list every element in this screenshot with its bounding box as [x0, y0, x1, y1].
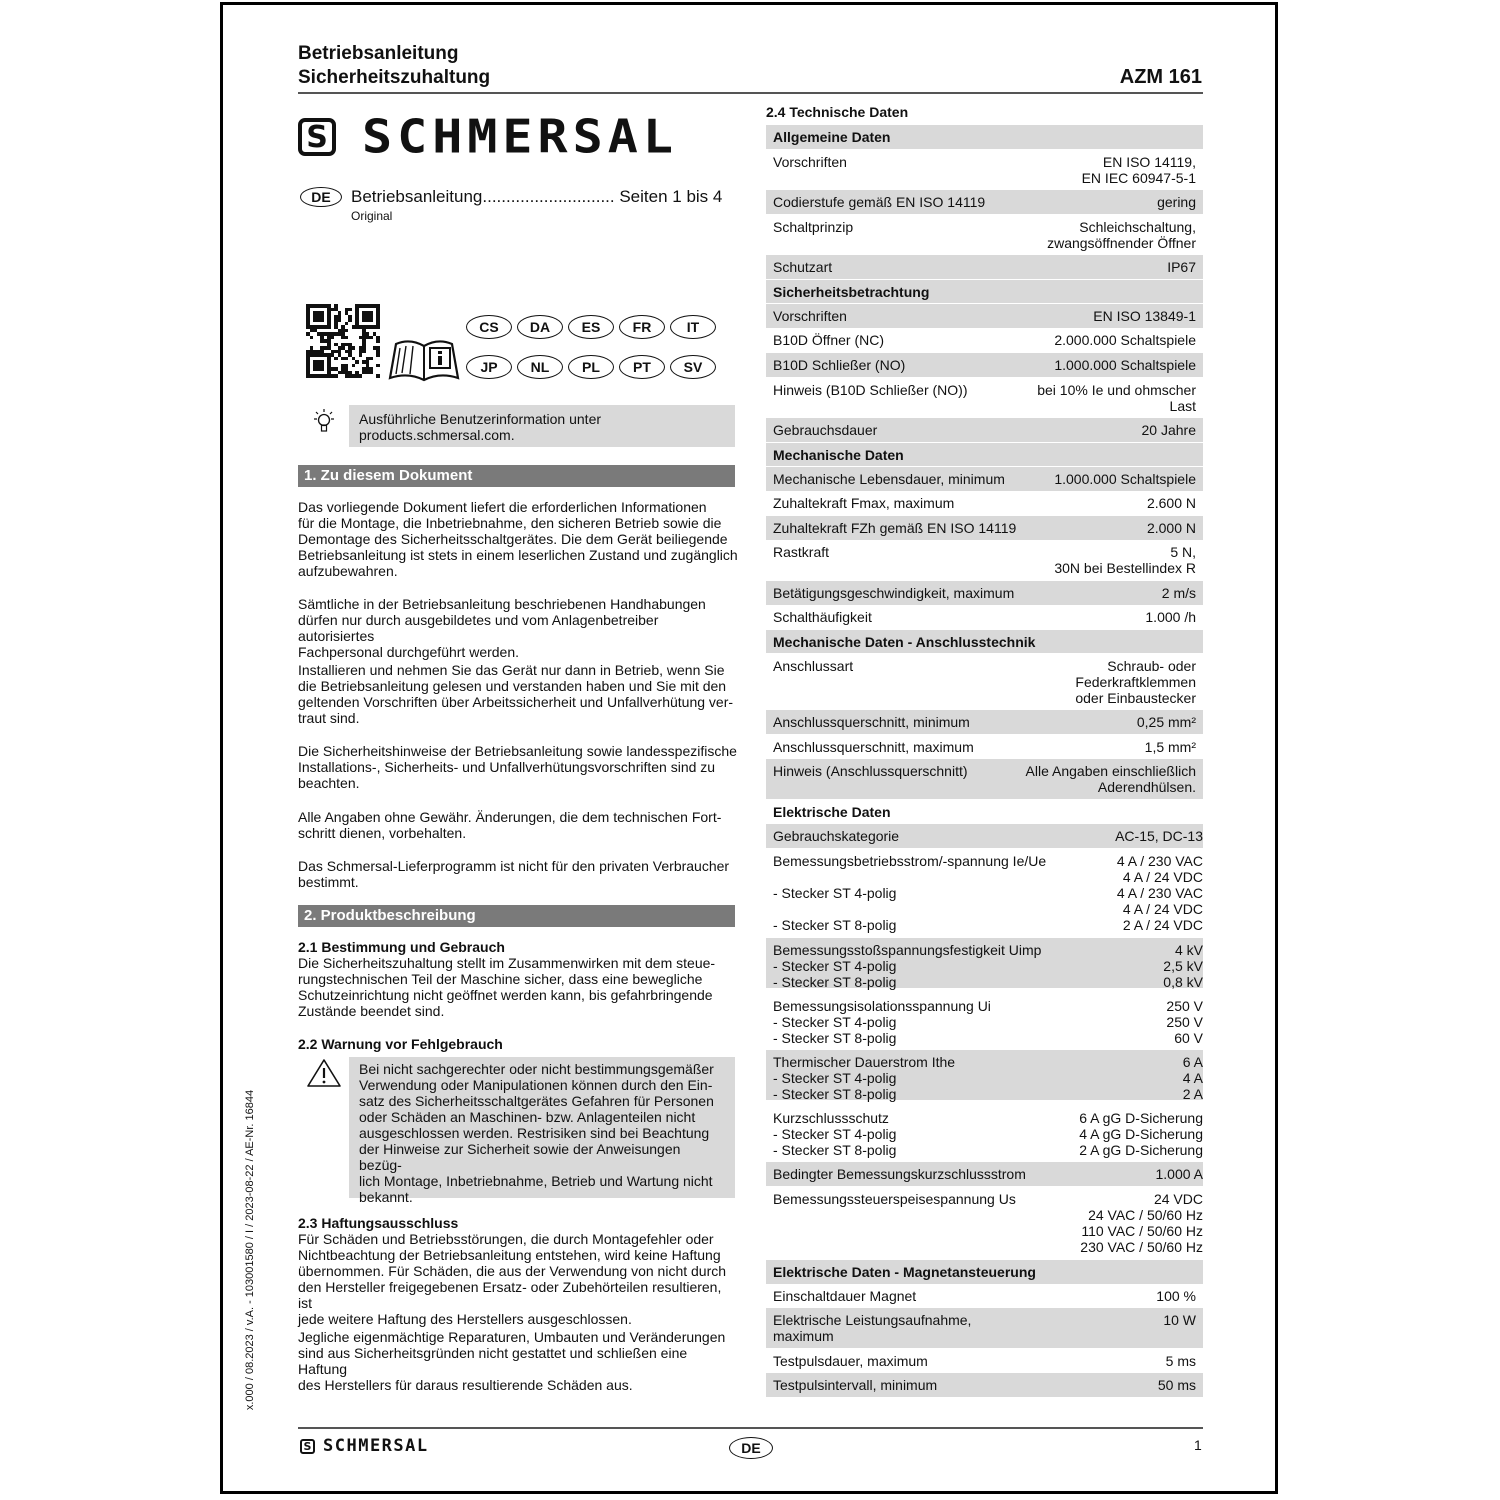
tech-data-row [766, 710, 1203, 734]
tech-row-value: EN ISO 13849-1 [1093, 308, 1196, 324]
qr-code-icon [306, 304, 380, 378]
footer-logo-symbol-icon: S [300, 1439, 315, 1454]
document-type: Betriebsanleitung [298, 43, 459, 64]
tech-row-label: Thermischer Dauerstrom Ithe - Stecker ST 4-polig - Stecker ST 8-polig [773, 1054, 956, 1102]
tech-row-value: EN ISO 14119, EN IEC 60947-5-1 [1081, 154, 1196, 186]
section-1-paragraph: Installieren und nehmen Sie das Gerät nur dann in Betrieb, wenn Sie die Betriebsanleitung gelesen und verstanden haben und Sie mit den geltenden Vorschriften über Arbeitssicherheit und Unfallverhütung ver- traut sind. [298, 662, 734, 726]
tech-row-value: 1,5 mm² [1144, 739, 1196, 755]
tech-row-label: Hinweis (B10D Schließer (NO)) [773, 382, 968, 398]
section-1-paragraph: Das vorliegende Dokument liefert die erforderlichen Informationen für die Montage, die Inbetriebnahme, den sicheren Betrieb sowie die Demontage des Sicherheitsschaltgerätes. Die dem Gerät beiliegende Betriebsanleitung ist stets in einem leserlichen Zustand und zugänglich aufzubewahren. [298, 499, 738, 579]
tech-row-value: Schraub- oder Federkraftklemmen oder Einbaustecker [1075, 658, 1196, 706]
tech-row-value: 5 ms [1165, 1353, 1196, 1369]
tech-row-value: 2.000.000 Schaltspiele [1054, 332, 1196, 348]
tech-row-label: Vorschriften [773, 154, 847, 170]
section-2-1-heading: 2.1 Bestimmung und Gebrauch [298, 939, 505, 955]
model-number: AZM 161 [1119, 66, 1202, 88]
tech-data-row [766, 378, 1203, 417]
tech-row-value: 1.000 /h [1145, 609, 1196, 625]
tech-row-label: Bemessungsbetriebsstrom/-spannung Ie/Ue - Stecker ST 4-polig - Stecker ST 8-polig [773, 853, 1047, 933]
tech-row-value: 0,25 mm² [1136, 714, 1196, 730]
tech-row-value: 20 Jahre [1141, 422, 1196, 438]
tech-row-label: Zuhaltekraft FZh gemäß EN ISO 14119 [773, 520, 1017, 536]
tech-row-label: Rastkraft [773, 544, 830, 560]
tech-row-label: Allgemeine Daten [773, 129, 891, 145]
lightbulb-icon [311, 408, 337, 436]
toc-line: Betriebsanleitung............................ Seiten 1 bis 4 [351, 187, 723, 206]
tech-data-row [766, 150, 1203, 189]
tech-data-row [766, 215, 1203, 254]
tech-data-row [766, 491, 1203, 515]
tech-group-heading [766, 630, 1203, 653]
tech-data-row [766, 418, 1203, 442]
tech-row-label: Einschaltdauer Magnet [773, 1288, 917, 1304]
logo-text: SCHMERSAL [362, 110, 678, 164]
tech-data-row [766, 255, 1203, 279]
tech-row-value: IP67 [1167, 259, 1196, 275]
lang-badge-cs: CS [466, 315, 512, 339]
tech-data-row [766, 735, 1203, 759]
tech-data-row [766, 1050, 1203, 1100]
tech-row-value: 2.000 N [1146, 520, 1196, 536]
tech-data-row [766, 304, 1203, 328]
footer-lang-badge: DE [729, 1437, 773, 1459]
tech-data-row [766, 353, 1203, 377]
tech-row-label: Bemessungssteuerspeisespannung Us [773, 1191, 1016, 1207]
tech-data-row [766, 759, 1203, 799]
tech-data-row [766, 654, 1203, 709]
tech-row-label: Codierstufe gemäß EN ISO 14119 [773, 194, 986, 210]
tech-data-row [766, 190, 1203, 214]
tech-data-row [766, 1308, 1203, 1348]
tech-row-value: 10 W [1163, 1312, 1196, 1328]
tech-row-label: Elektrische Daten [773, 804, 891, 820]
tech-data-row [766, 994, 1203, 1044]
tech-data-title: 2.4 Technische Daten [766, 104, 909, 120]
header-rule [298, 92, 1203, 94]
tech-row-value: bei 10% Ie und ohmscher Last [1037, 382, 1196, 414]
tech-row-label: B10D Öffner (NC) [773, 332, 884, 348]
misuse-warning: Bei nicht sachgerechter oder nicht bestimmungsgemäßer Verwendung oder Manipulationen können durch den Ein- satz des Sicherheitsschaltgerätes Gefahren für Personen oder Schäden an Maschinen- bzw. Anlagenteilen nicht ausgeschlossen werden. Restrisiken sind bei Beachtung der Hinweise zur Sicherheit sowie der Anweisungen bezüg- lich Montage, Inbetriebnahme, Betrieb und Wartung nicht bekannt. [349, 1057, 735, 1198]
tech-data-row [766, 540, 1203, 580]
lang-badge-es: ES [568, 315, 614, 339]
lang-badge-fr: FR [619, 315, 665, 339]
tech-row-label: Anschlussquerschnitt, minimum [773, 714, 970, 730]
tech-row-label: Schalthäufigkeit [773, 609, 872, 625]
tech-row-label: Schaltprinzip [773, 219, 854, 235]
tech-row-value: 4 kV 2,5 kV 0,8 kV [1163, 942, 1203, 990]
tech-row-label: Mechanische Lebensdauer, minimum [773, 471, 1005, 487]
manual-book-icon [388, 336, 460, 382]
tech-row-value: 4 A / 230 VAC 4 A / 24 VDC 4 A / 230 VAC 4 A / 24 VDC 2 A / 24 VDC [1116, 853, 1203, 933]
tech-row-label: Elektrische Leistungsaufnahme, maximum [773, 1312, 972, 1344]
tech-data-row [766, 516, 1203, 540]
tech-row-value: 5 N, 30N bei Bestellindex R [1054, 544, 1196, 576]
section-1-paragraph: Das Schmersal-Lieferprogramm ist nicht für den privaten Verbraucher bestimmt. [298, 858, 730, 890]
toc-original: Original [351, 209, 393, 223]
tech-group-heading [766, 125, 1203, 149]
lang-badge-da: DA [517, 315, 563, 339]
section-1-paragraph: Die Sicherheitshinweise der Betriebsanleitung sowie landesspezifische Installations-, Sicherheits- und Unfallverhütungsvorschriften sind zu beachten. [298, 743, 737, 791]
tech-row-label: Elektrische Daten - Magnetansteuerung [773, 1264, 1036, 1280]
tech-data-row [766, 1349, 1203, 1373]
tech-data-row [766, 824, 1203, 848]
tech-row-label: B10D Schließer (NO) [773, 357, 906, 373]
tech-row-label: Mechanische Daten [773, 447, 904, 463]
tech-row-value: AC-15, DC-13 [1115, 828, 1203, 844]
section-2-3-text: Für Schäden und Betriebsstörungen, die durch Montagefehler oder Nichtbeachtung der Betriebsanleitung entstehen, wird keine Haftung übernommen. Für Schäden, die aus der Verwendung von nicht durch den Hersteller freigegebenen Ersatz- oder Zubehörteilen resultieren, ist jede weitere Haftung des Herstellers ausgeschlossen. [298, 1231, 727, 1327]
tech-row-label: Zuhaltekraft Fmax, maximum [773, 495, 955, 511]
tech-row-value: 2 m/s [1161, 585, 1196, 601]
section-2-2-heading: 2.2 Warnung vor Fehlgebrauch [298, 1036, 503, 1052]
tech-row-value: 100 % [1156, 1288, 1196, 1304]
lang-badge-nl: NL [517, 355, 563, 379]
section-2-3-heading: 2.3 Haftungsausschluss [298, 1215, 459, 1231]
lang-badge-pt: PT [619, 355, 665, 379]
info-note [349, 405, 735, 447]
lang-badge-pl: PL [568, 355, 614, 379]
tech-row-label: Gebrauchskategorie [773, 828, 900, 844]
tech-row-label: Sicherheitsbetrachtung [773, 284, 930, 300]
tech-row-value: 1.000.000 Schaltspiele [1054, 471, 1196, 487]
schmersal-logo [298, 108, 678, 166]
tech-row-label: Bemessungsisolationsspannung Ui - Stecker ST 4-polig - Stecker ST 8-polig [773, 998, 991, 1046]
lang-badge-sv: SV [670, 355, 716, 379]
tech-data-row [766, 938, 1203, 988]
tech-row-value: 1.000 A [1155, 1166, 1203, 1182]
footer-logo-text: SCHMERSAL [323, 1436, 429, 1456]
tech-row-label: Mechanische Daten - Anschlusstechnik [773, 634, 1036, 650]
tech-group-heading [766, 443, 1203, 466]
tech-row-label: Vorschriften [773, 308, 847, 324]
lang-badge-de: DE [300, 187, 342, 207]
tech-row-label: Bedingter Bemessungskurzschlussstrom [773, 1166, 1026, 1182]
tech-row-value: 6 A 4 A 2 A [1182, 1054, 1203, 1102]
tech-data-row [766, 605, 1203, 629]
info-note-line1: Ausführliche Benutzerinformation unter [359, 411, 602, 427]
product-type: Sicherheitszuhaltung [298, 67, 491, 88]
tech-row-label: Anschlussquerschnitt, maximum [773, 739, 974, 755]
side-doc-id [242, 1080, 258, 1420]
tech-group-heading [766, 800, 1203, 823]
tech-row-value: Alle Angaben einschließlich Aderendhülsen. [1025, 763, 1196, 795]
section-1-heading: 1. Zu diesem Dokument [298, 465, 735, 487]
info-note-line2: products.schmersal.com. [359, 427, 515, 443]
tech-row-value: 6 A gG D-Sicherung 4 A gG D-Sicherung 2 A gG D-Sicherung [1079, 1110, 1203, 1158]
tech-row-label: Anschlussart [773, 658, 854, 674]
section-2-heading: 2. Produktbeschreibung [298, 905, 735, 927]
tech-data-row [766, 1373, 1203, 1397]
tech-row-value: Schleichschaltung, zwangsöffnender Öffner [1047, 219, 1196, 251]
tech-data-row [766, 1106, 1203, 1156]
warning-icon [306, 1058, 342, 1088]
logo-symbol-icon: S [298, 118, 336, 156]
tech-data-row [766, 1187, 1203, 1255]
tech-row-value: gering [1157, 194, 1196, 210]
tech-row-label: Testpulsdauer, maximum [773, 1353, 928, 1369]
tech-row-label: Hinweis (Anschlussquerschnitt) [773, 763, 968, 779]
tech-row-value: 50 ms [1157, 1377, 1196, 1393]
side-doc-id-text: x.000 / 08.2023 / v.A. - 103001580 / I / 2023-08-22 / AE-Nr. 16844 [244, 1089, 256, 1411]
tech-data-row [766, 467, 1203, 491]
tech-row-label: Schutzart [773, 259, 833, 275]
tech-row-label: Betätigungsgeschwindigkeit, maximum [773, 585, 1015, 601]
tech-data-row [766, 1162, 1203, 1186]
tech-data-row [766, 849, 1203, 933]
lang-badge-jp: JP [466, 355, 512, 379]
footer-rule [298, 1427, 1203, 1429]
page-number: 1 [1194, 1437, 1202, 1453]
footer-logo [300, 1436, 429, 1456]
tech-data-row [766, 328, 1203, 352]
tech-group-heading [766, 1260, 1203, 1284]
tech-row-label: Gebrauchsdauer [773, 422, 878, 438]
tech-row-label: Testpulsintervall, minimum [773, 1377, 938, 1393]
tech-row-value: 2.600 N [1146, 495, 1196, 511]
tech-data-row [766, 1284, 1203, 1307]
section-1-paragraph: Alle Angaben ohne Gewähr. Änderungen, die dem technischen Fort- schritt dienen, vorbehalten. [298, 809, 722, 841]
tech-group-heading [766, 280, 1203, 303]
lang-badge-it: IT [670, 315, 716, 339]
section-2-3-text: Jegliche eigenmächtige Reparaturen, Umbauten und Veränderungen sind aus Sicherheitsgründen nicht gestattet und schließen eine Haftung des Herstellers für daraus resultierende Schäden aus. [298, 1329, 726, 1393]
section-2-1-text: Die Sicherheitszuhaltung stellt im Zusammenwirken mit dem steue- rungstechnischen Teil der Maschine sicher, dass eine bewegliche Schutzeinrichtung nicht geöffnet werden kann, bis gefahrbringende Zustände beendet sind. [298, 955, 716, 1019]
tech-row-value: 1.000.000 Schaltspiele [1054, 357, 1196, 373]
section-1-paragraph: Sämtliche in der Betriebsanleitung beschriebenen Handhabungen dürfen nur durch ausgebildetes und vom Anlagenbetreiber autorisiertes Fachpersonal durchgeführt werden. [298, 596, 706, 660]
tech-row-label: Bemessungsstoßspannungsfestigkeit Uimp - Stecker ST 4-polig - Stecker ST 8-polig [773, 942, 1042, 990]
tech-data-row [766, 581, 1203, 605]
tech-row-label: Kurzschlussschutz - Stecker ST 4-polig - Stecker ST 8-polig [773, 1110, 897, 1158]
tech-row-value: 24 VDC 24 VAC / 50/60 Hz 110 VAC / 50/60 Hz 230 VAC / 50/60 Hz [1080, 1191, 1203, 1255]
tech-row-value: 250 V 250 V 60 V [1166, 998, 1203, 1046]
